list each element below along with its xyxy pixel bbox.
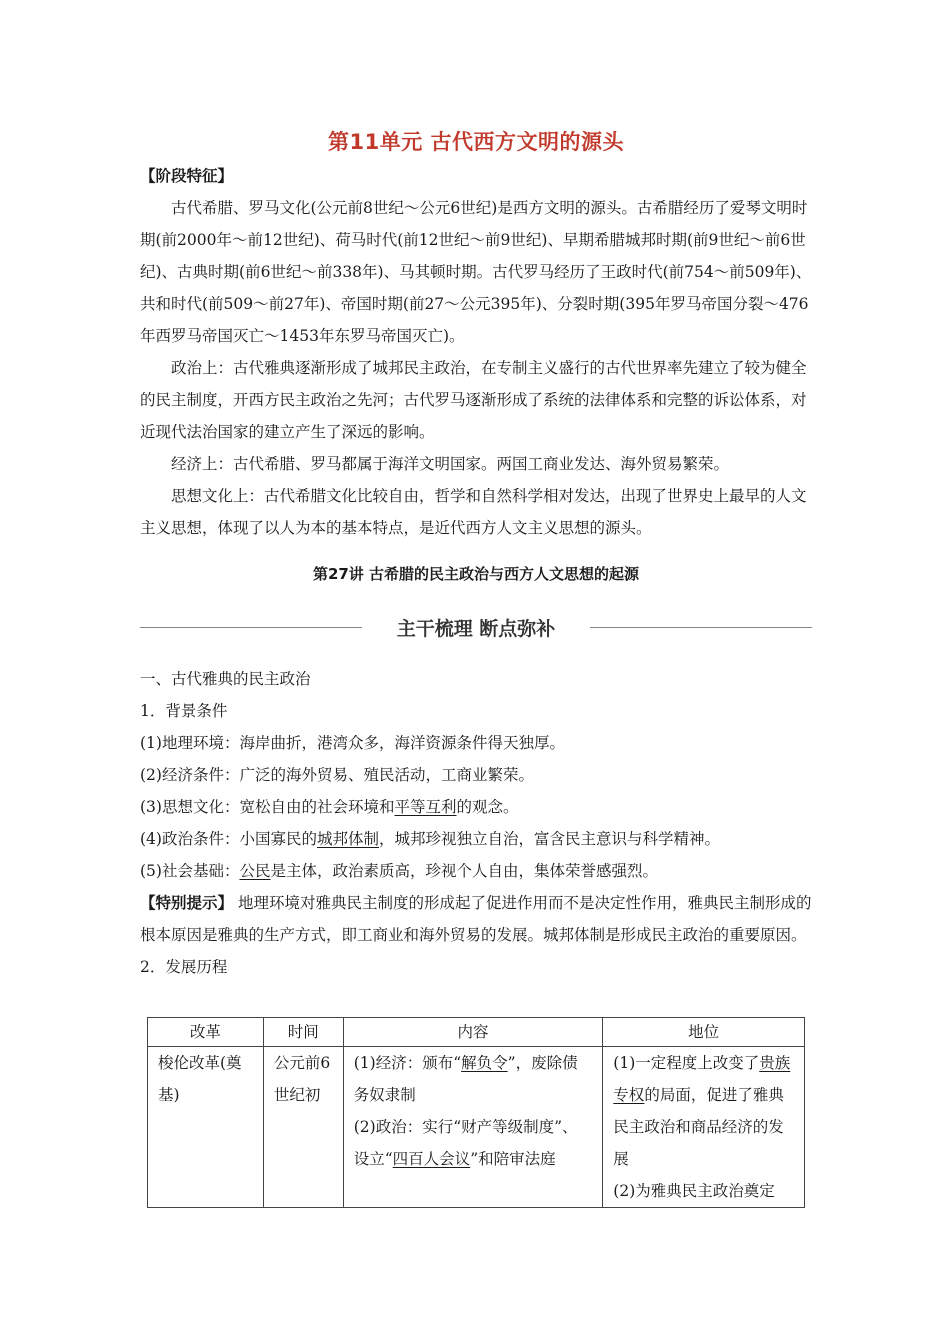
outline-item xyxy=(140,823,812,855)
outline-item: (2)经济条件：广泛的海外贸易、殖民活动，工商业繁荣。 xyxy=(140,766,534,784)
outline-item: (1)地理环境：海岸曲折，港湾众多，海洋资源条件得天独厚。 xyxy=(140,734,565,752)
divider-line-right xyxy=(590,627,812,628)
content-cell xyxy=(343,1047,603,1208)
stage-features xyxy=(140,160,812,544)
table-header: 内容 xyxy=(343,1018,603,1047)
item-text: (3)思想文化：宽松自由的社会环境和 xyxy=(140,798,395,816)
cell-text: (1)经济：颁布“ xyxy=(353,1054,462,1072)
divider-line-left xyxy=(140,627,362,628)
item-text: 是主体，政治素质高，珍视个人自由，集体荣誉感强烈。 xyxy=(270,862,658,880)
key-term: 平等互利 xyxy=(394,798,457,816)
cell-text: ”和陪审法庭 xyxy=(470,1150,556,1168)
outline-item xyxy=(140,855,812,887)
cell-text: ”，废除债务奴隶制 xyxy=(353,1054,578,1104)
content-line xyxy=(354,1047,593,1111)
status-cell xyxy=(603,1047,805,1208)
tip-tag: 【特别提示】 xyxy=(140,893,234,912)
status-line xyxy=(613,1047,794,1175)
stage-paragraph: 古代希腊、罗马文化(公元前8世纪～公元6世纪)是西方文明的源头。古希腊经历了爱琴文明时期(前2000年～前12世纪)、荷马时代(前12世纪～前9世纪)、早期希腊城邦时期(前9世纪～前6世纪)、古典时期(前6世纪～前338年)、马其顿时期。古代罗马经历了王政时代(前754～前509年)、共和时代(前509～前27年)、帝国时期(前27～公元395年)、分裂时期(395年罗马帝国分裂～476年西罗马帝国灭亡～1453年东罗马帝国灭亡)。 xyxy=(140,199,812,345)
time-cell: 公元前6世纪初 xyxy=(263,1047,343,1208)
item-text: 的观念。 xyxy=(456,798,519,816)
stage-paragraph: 经济上：古代希腊、罗马都属于海洋文明国家。两国工商业发达、海外贸易繁荣。 xyxy=(171,455,730,473)
table-header-row xyxy=(148,1018,805,1047)
table-header: 地位 xyxy=(603,1018,805,1047)
content-line xyxy=(354,1111,593,1175)
cell-text: 的局面，促进了雅典民主政治和商品经济的发展 xyxy=(613,1086,784,1168)
outline-item xyxy=(140,791,812,823)
tip-text: 地理环境对雅典民主制度的形成起了促进作用而不是决定性作用，雅典民主制形成的根本原因是雅典的生产方式，即工商业和海外贸易的发展。城邦体制是形成民主政治的重要原因。 xyxy=(140,894,812,944)
unit-title: 第11单元 古代西方文明的源头 xyxy=(327,130,625,154)
status-line: (2)为雅典民主政治奠定 xyxy=(613,1182,775,1200)
lecture-title: 第27讲 古希腊的民主政治与西方人文思想的起源 xyxy=(312,565,640,583)
key-term: 城邦体制 xyxy=(316,830,379,848)
outline xyxy=(140,663,812,983)
outline-subheading: 1．背景条件 xyxy=(140,702,228,720)
reform-cell: 梭伦改革(奠基) xyxy=(148,1047,264,1208)
outline-heading: 一、古代雅典的民主政治 xyxy=(140,670,311,688)
item-text: ，城邦珍视独立自治，富含民主意识与科学精神。 xyxy=(378,830,720,848)
stage-tag: 【阶段特征】 xyxy=(140,166,234,185)
key-term: 解负令 xyxy=(461,1054,508,1072)
table-header: 改革 xyxy=(148,1018,264,1047)
cell-text: (1)一定程度上改变了 xyxy=(613,1054,760,1072)
section-label: 主干梳理 断点弥补 xyxy=(396,618,556,640)
item-text: (4)政治条件：小国寡民的 xyxy=(140,830,317,848)
reform-table xyxy=(147,1017,805,1208)
stage-paragraph: 思想文化上：古代希腊文化比较自由，哲学和自然科学相对发达，出现了世界史上最早的人文主义思想，体现了以人为本的基本特点，是近代西方人文主义思想的源头。 xyxy=(140,487,807,537)
stage-paragraph: 政治上：古代雅典逐渐形成了城邦民主政治，在专制主义盛行的古代世界率先建立了较为健全的民主制度，开西方民主政治之先河；古代罗马逐渐形成了系统的法律体系和完整的诉讼体系，对近现代法治国家的建立产生了深远的影响。 xyxy=(140,359,807,441)
key-term: 贵族专权 xyxy=(613,1054,791,1104)
key-term: 四百人会议 xyxy=(392,1150,471,1168)
cell-text: (2)政治：实行“财产等级制度”、设立“ xyxy=(353,1118,578,1168)
item-text: (5)社会基础： xyxy=(140,862,240,880)
section-divider xyxy=(140,612,812,642)
outline-subheading: 2．发展历程 xyxy=(140,958,228,976)
table-row xyxy=(148,1047,805,1208)
key-term: 公民 xyxy=(239,862,271,880)
special-tip xyxy=(140,887,812,951)
table-header: 时间 xyxy=(263,1018,343,1047)
